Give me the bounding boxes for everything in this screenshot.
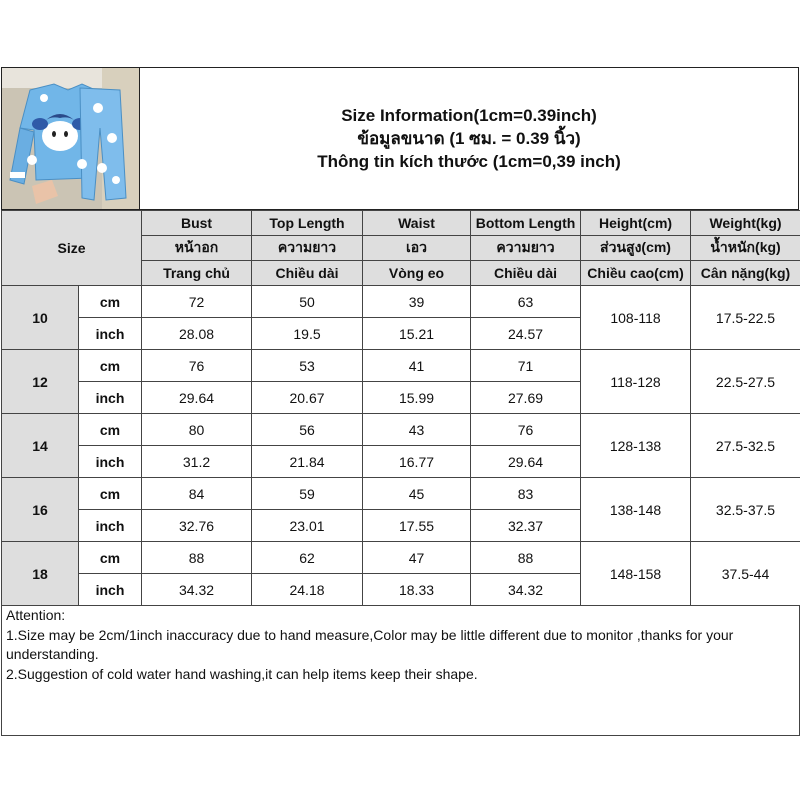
bottom-length-inch: 32.37 [471,510,581,542]
weight-range: 27.5-32.5 [691,414,800,478]
column-header-waist-th: เอว [363,236,471,261]
weight-range: 37.5-44 [691,542,800,606]
bottom-length-cm: 83 [471,478,581,510]
bottom-length-cm: 71 [471,350,581,382]
weight-range: 17.5-22.5 [691,286,800,350]
waist-inch: 18.33 [363,574,471,606]
waist-inch: 17.55 [363,510,471,542]
title-thai: ข้อมูลขนาด (1 ซม. = 0.39 นิ้ว) [357,129,581,148]
title-box [140,67,799,210]
column-header-bust-vi: Trang chủ [142,261,252,286]
attention-notes [1,605,800,736]
top-length-inch: 20.67 [252,382,363,414]
pajama-illustration [2,68,139,209]
column-header-weight: Weight(kg) [691,211,800,236]
size-table [1,210,800,606]
weight-range: 32.5-37.5 [691,478,800,542]
column-header-bottom-length-th: ความยาว [471,236,581,261]
column-header-weight-th: น้ำหนัก(kg) [691,236,800,261]
unit-cm: cm [79,286,142,318]
attention-note-1: 1.Size may be 2cm/1inch inaccuracy due to hand measure,Color may be little different due to monitor ,thanks for your understanding. [6,626,734,662]
waist-inch: 15.21 [363,318,471,350]
unit-cm: cm [79,350,142,382]
bottom-length-cm: 63 [471,286,581,318]
waist-cm: 47 [363,542,471,574]
table-row [2,414,800,446]
bust-cm: 72 [142,286,252,318]
table-row [2,286,800,318]
table-row [2,478,800,510]
attention-note-2: 2.Suggestion of cold water hand washing,it can help items keep their shape. [6,665,478,682]
unit-inch: inch [79,510,142,542]
product-photo [1,67,140,210]
bottom-length-cm: 88 [471,542,581,574]
top-length-cm: 62 [252,542,363,574]
top-length-cm: 56 [252,414,363,446]
top-length-inch: 24.18 [252,574,363,606]
column-header-waist: Waist [363,211,471,236]
height-range: 118-128 [581,350,691,414]
unit-cm: cm [79,414,142,446]
header-row-english [2,211,800,236]
table-row [2,350,800,382]
column-header-top-length-th: ความยาว [252,236,363,261]
weight-range: 22.5-27.5 [691,350,800,414]
column-header-top-length: Top Length [252,211,363,236]
title-vietnamese: Thông tin kích thước (1cm=0,39 inch) [317,152,621,171]
column-header-height: Height(cm) [581,211,691,236]
size-cell: 16 [2,478,79,542]
table-row [2,542,800,574]
column-header-top-length-vi: Chiều dài [252,261,363,286]
bottom-length-inch: 24.57 [471,318,581,350]
column-header-bust-th: หน้าอก [142,236,252,261]
size-cell: 18 [2,542,79,606]
bust-cm: 88 [142,542,252,574]
bust-cm: 76 [142,350,252,382]
size-header: Size [2,211,142,286]
size-cell: 12 [2,350,79,414]
size-chart [0,64,800,736]
attention-heading: Attention: [6,607,66,623]
unit-inch: inch [79,446,142,478]
bust-inch: 32.76 [142,510,252,542]
top-length-inch: 23.01 [252,510,363,542]
title-english: Size Information(1cm=0.39inch) [341,106,597,125]
height-range: 138-148 [581,478,691,542]
waist-inch: 16.77 [363,446,471,478]
bust-cm: 84 [142,478,252,510]
unit-cm: cm [79,542,142,574]
waist-cm: 43 [363,414,471,446]
size-cell: 10 [2,286,79,350]
column-header-bottom-length-vi: Chiều dài [471,261,581,286]
bottom-length-inch: 34.32 [471,574,581,606]
unit-inch: inch [79,318,142,350]
top-length-cm: 50 [252,286,363,318]
waist-cm: 39 [363,286,471,318]
bottom-length-inch: 27.69 [471,382,581,414]
unit-cm: cm [79,478,142,510]
height-range: 148-158 [581,542,691,606]
column-header-height-vi: Chiều cao(cm) [581,261,691,286]
bottom-length-inch: 29.64 [471,446,581,478]
waist-cm: 45 [363,478,471,510]
bottom-length-cm: 76 [471,414,581,446]
bust-inch: 31.2 [142,446,252,478]
unit-inch: inch [79,382,142,414]
top-length-inch: 21.84 [252,446,363,478]
height-range: 128-138 [581,414,691,478]
column-header-weight-vi: Cân nặng(kg) [691,261,800,286]
column-header-height-th: ส่วนสูง(cm) [581,236,691,261]
column-header-waist-vi: Vòng eo [363,261,471,286]
bust-cm: 80 [142,414,252,446]
size-cell: 14 [2,414,79,478]
column-header-bottom-length: Bottom Length [471,211,581,236]
bust-inch: 29.64 [142,382,252,414]
height-range: 108-118 [581,286,691,350]
waist-cm: 41 [363,350,471,382]
top-length-inch: 19.5 [252,318,363,350]
bust-inch: 28.08 [142,318,252,350]
top-length-cm: 53 [252,350,363,382]
unit-inch: inch [79,574,142,606]
waist-inch: 15.99 [363,382,471,414]
column-header-bust: Bust [142,211,252,236]
top-length-cm: 59 [252,478,363,510]
bust-inch: 34.32 [142,574,252,606]
